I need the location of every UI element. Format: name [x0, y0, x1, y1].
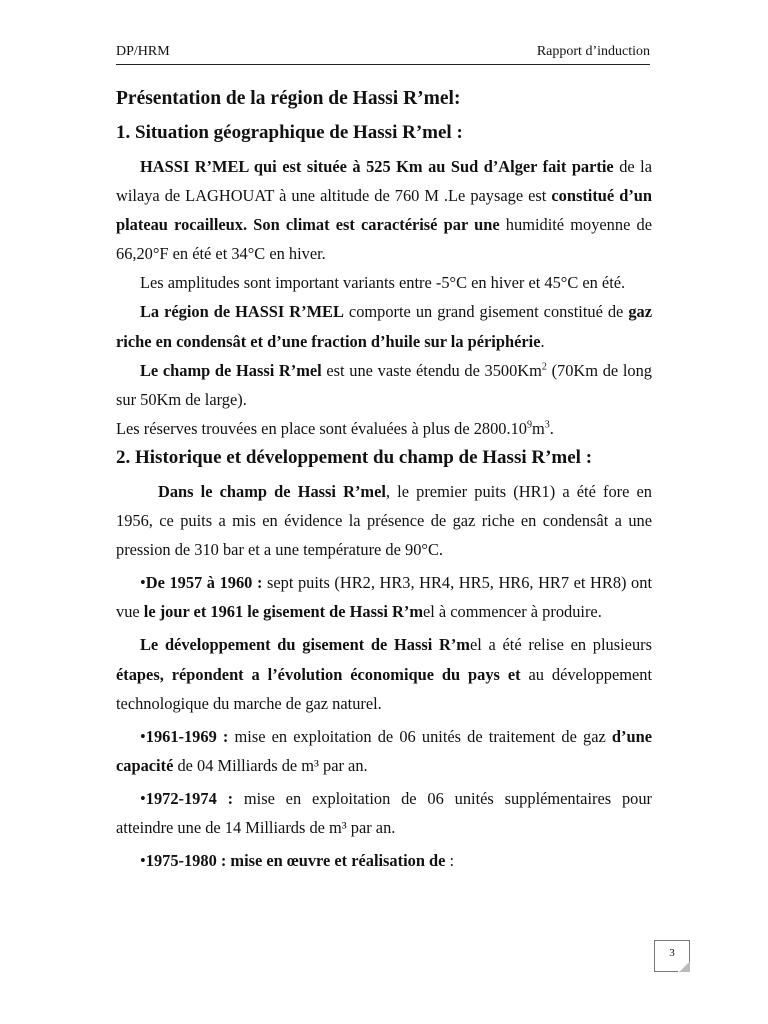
p4-end: (70Km de long sur 50Km de large).: [116, 360, 652, 409]
p1-bold2: constitué d’un plateau rocailleux. Son climat est caractérisé par une: [116, 186, 653, 235]
s2p1-bold: Dans le champ de Hassi R’mel: [158, 481, 386, 501]
s2p2-bold: Le développement du gisement de Hassi R’m: [140, 635, 470, 655]
page-number-box: [654, 940, 690, 972]
b1-bold2: le jour et 1961 le gisement de Hassi R’m: [143, 602, 423, 622]
s2p1-normal: , le premier puits (HR1) a été fore en 1956, ce puits a mis en évidence la présence de gaz riche en condensât a une pression de 310 bar et a une température de 90°C.: [116, 481, 653, 560]
b2-bold2: d’une capacité: [116, 726, 652, 775]
page-header: [116, 42, 650, 65]
b2-bold: 1961-1969 :: [145, 726, 229, 746]
header-left: DP/HRM: [116, 44, 170, 59]
p5-sup1: 9: [527, 419, 532, 431]
p4-sup: 2: [541, 361, 547, 373]
bullet-icon: •: [140, 851, 146, 871]
p5-mid: m: [532, 418, 545, 438]
section1-paragraph-3: [116, 297, 652, 355]
section2-heading: 2. Historique et développement du champ de Hassi R’mel :: [116, 446, 593, 468]
b1-end: el à commencer à produire.: [422, 602, 602, 622]
b3-normal: mise en exploitation de 06 unités supplémentaires pour atteindre une de 14 Milliards de m³ par an.: [116, 788, 652, 837]
p4-normal: est une vaste étendu de 3500Km: [321, 360, 542, 380]
p4-bold: Le champ de Hassi R’mel: [140, 360, 322, 380]
b4-end: :: [445, 851, 455, 871]
header-right: Rapport d’induction: [536, 44, 650, 59]
b2-normal: mise en exploitation de 06 unités de traitement de gaz: [228, 726, 612, 746]
section1-paragraph-5: [116, 414, 652, 443]
p3-bold2: gaz riche en condensât et d’une fraction d’huile sur la périphérie: [116, 302, 652, 351]
bullet-item-1: [116, 568, 652, 626]
section1-heading: 1. Situation géographique de Hassi R’mel :: [116, 122, 463, 143]
p5-sup2: 3: [544, 419, 550, 431]
bullet-item-3: [116, 784, 652, 842]
bullet-icon: •: [140, 726, 146, 746]
b1-normal: sept puits (HR2, HR3, HR4, HR5, HR6, HR7 et HR8) ont vue: [116, 573, 652, 622]
p3-bold: La région de HASSI R’MEL: [140, 302, 344, 322]
bullet-icon: •: [140, 788, 146, 808]
bullet-icon: •: [140, 573, 146, 593]
p3-normal: comporte un grand gisement constitué de: [343, 302, 629, 322]
section1-paragraph-1: [116, 152, 652, 268]
s2p2-normal: el a été relise en plusieurs: [469, 635, 652, 655]
p1-bold: HASSI R’MEL qui est située à 525 Km au Sud d’Alger fait partie: [140, 157, 614, 176]
section2-paragraph-2: [116, 630, 652, 717]
page-title: Présentation de la région de Hassi R’mel:: [116, 88, 461, 109]
section2-paragraph-1: [116, 477, 652, 564]
page-number: 3: [669, 947, 675, 959]
bullet-item-4: [116, 846, 652, 875]
b2-end: de 04 Milliards de m³ par an.: [173, 755, 368, 775]
p3-end: .: [540, 331, 545, 351]
p1-normal2: humidité moyenne de 66,20°F en été et 34°C en hiver.: [116, 215, 652, 264]
section1-paragraph-4: [116, 356, 652, 414]
p1-normal: de la wilaya de LAGHOUAT à une altitude de 760 M .Le paysage est: [116, 157, 653, 206]
page-fold-icon: [678, 962, 690, 972]
s2p2-bold2: étapes, répondent a l’évolution économique du pays et: [116, 664, 521, 684]
bullet-item-2: [116, 722, 652, 780]
p5-text: Les réserves trouvées en place sont évaluées à plus de 2800.10: [116, 418, 527, 438]
b1-bold: De 1957 à 1960 :: [145, 573, 263, 593]
document-body: [116, 84, 652, 875]
p5-end: .: [549, 418, 554, 438]
section1-paragraph-2: Les amplitudes sont important variants entre -5°C en hiver et 45°C en été.: [140, 273, 626, 293]
b3-bold: 1972-1974 :: [145, 788, 234, 808]
b4-bold: 1975-1980 : mise en œuvre et réalisation de: [145, 851, 446, 871]
s2p2-end: au développement technologique du marche de gaz naturel.: [116, 664, 653, 713]
